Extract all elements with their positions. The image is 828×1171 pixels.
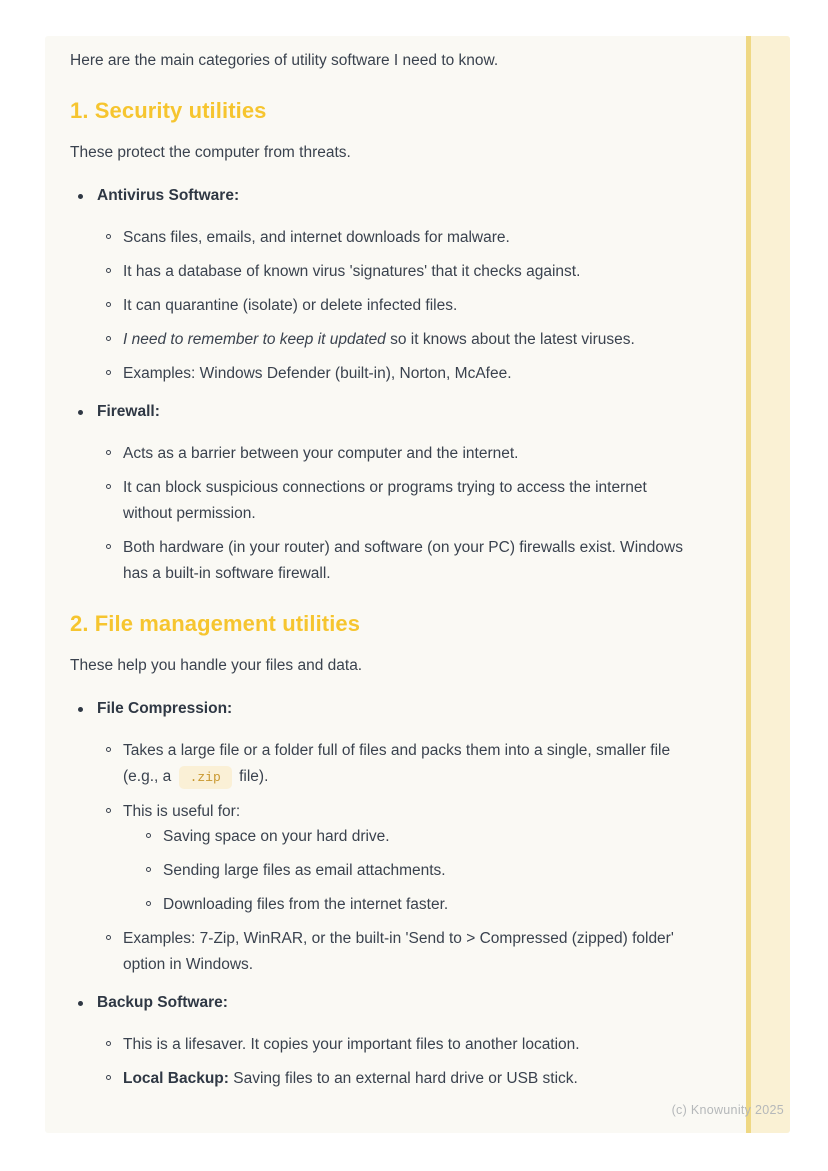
security-list [70, 183, 720, 587]
bullet-disc-icon [78, 707, 83, 712]
bullet-circle-icon [106, 234, 111, 239]
list-item [123, 225, 687, 251]
item-text: so it knows about the latest viruses. [385, 331, 635, 348]
list-item [123, 361, 687, 387]
item-label: Backup Software: [97, 994, 228, 1011]
item-text: Both hardware (in your router) and software (on your PC) firewalls exist. Windows has a built-in software firewall. [123, 539, 683, 582]
bullet-circle-icon [106, 808, 111, 813]
backup-sublist [97, 1032, 687, 1092]
section-heading-file-management: 2. File management utilities [70, 611, 361, 636]
page-intro: Here are the main categories of utility software I need to know. [70, 52, 499, 69]
item-text-bold: Local Backup: [123, 1070, 229, 1087]
item-text: Takes a large file or a folder full of files and packs them into a single, smaller file (e.g., a [123, 742, 671, 785]
bullet-circle-icon [146, 867, 151, 872]
item-text: It has a database of known virus 'signatures' that it checks against. [123, 263, 581, 280]
list-item-firewall [70, 399, 720, 587]
list-item-antivirus [70, 183, 720, 387]
item-text: This is a lifesaver. It copies your important files to another location. [123, 1036, 580, 1053]
section-heading-security: 1. Security utilities [70, 98, 267, 123]
firewall-sublist [97, 441, 687, 587]
item-label: File Compression: [97, 700, 233, 717]
list-item [123, 535, 687, 587]
list-item [123, 799, 687, 918]
item-text: Downloading files from the internet faster. [163, 896, 449, 913]
list-item [123, 1032, 687, 1058]
section-intro-security: These protect the computer from threats. [70, 144, 351, 161]
item-text-italic: I need to remember to keep it updated [123, 331, 386, 348]
item-label: Antivirus Software: [97, 187, 240, 204]
list-item [123, 327, 687, 353]
notes-content [45, 36, 790, 1092]
useful-for-sublist [123, 824, 687, 918]
bullet-disc-icon [78, 1001, 83, 1006]
bullet-circle-icon [106, 268, 111, 273]
item-text: Saving files to an external hard drive or USB stick. [228, 1070, 578, 1087]
list-item [123, 293, 687, 319]
list-item [123, 259, 687, 285]
bullet-disc-icon [78, 194, 83, 199]
section-intro-file-management: These help you handle your files and data. [70, 657, 363, 674]
item-text: Sending large files as email attachments. [163, 862, 446, 879]
bullet-circle-icon [106, 450, 111, 455]
bullet-circle-icon [106, 1041, 111, 1046]
bullet-circle-icon [106, 336, 111, 341]
list-item [123, 475, 687, 527]
item-text: Scans files, emails, and internet downloads for malware. [123, 229, 510, 246]
list-item [123, 1066, 687, 1092]
antivirus-sublist [97, 225, 687, 387]
watermark: (c) Knowunity 2025 [671, 1103, 784, 1117]
list-item [163, 824, 687, 850]
item-text: It can quarantine (isolate) or delete infected files. [123, 297, 458, 314]
bullet-circle-icon [106, 1075, 111, 1080]
file-compression-sublist [97, 738, 687, 978]
list-item [123, 738, 687, 791]
item-text: This is useful for: [123, 803, 241, 820]
item-text: It can block suspicious connections or programs trying to access the internet without permission. [123, 479, 647, 522]
bullet-circle-icon [106, 747, 111, 752]
bullet-disc-icon [78, 410, 83, 415]
bullet-circle-icon [106, 302, 111, 307]
zip-code-badge: .zip [179, 766, 232, 789]
item-label: Firewall: [97, 403, 160, 420]
bullet-circle-icon [106, 935, 111, 940]
bullet-circle-icon [146, 833, 151, 838]
item-text: Acts as a barrier between your computer and the internet. [123, 445, 519, 462]
list-item [163, 858, 687, 884]
list-item-file-compression [70, 696, 720, 978]
list-item [123, 926, 687, 978]
bullet-circle-icon [106, 484, 111, 489]
list-item [163, 892, 687, 918]
notes-card [45, 36, 790, 1133]
file-management-list [70, 696, 720, 1092]
item-text: Examples: 7-Zip, WinRAR, or the built-in 'Send to > Compressed (zipped) folder' option in Windows. [123, 930, 674, 973]
item-text: file). [239, 768, 269, 785]
list-item [123, 441, 687, 467]
bullet-circle-icon [146, 901, 151, 906]
bullet-circle-icon [106, 370, 111, 375]
bullet-circle-icon [106, 544, 111, 549]
item-text: Examples: Windows Defender (built-in), Norton, McAfee. [123, 365, 512, 382]
list-item-backup-software [70, 990, 720, 1092]
item-text: Saving space on your hard drive. [163, 828, 390, 845]
